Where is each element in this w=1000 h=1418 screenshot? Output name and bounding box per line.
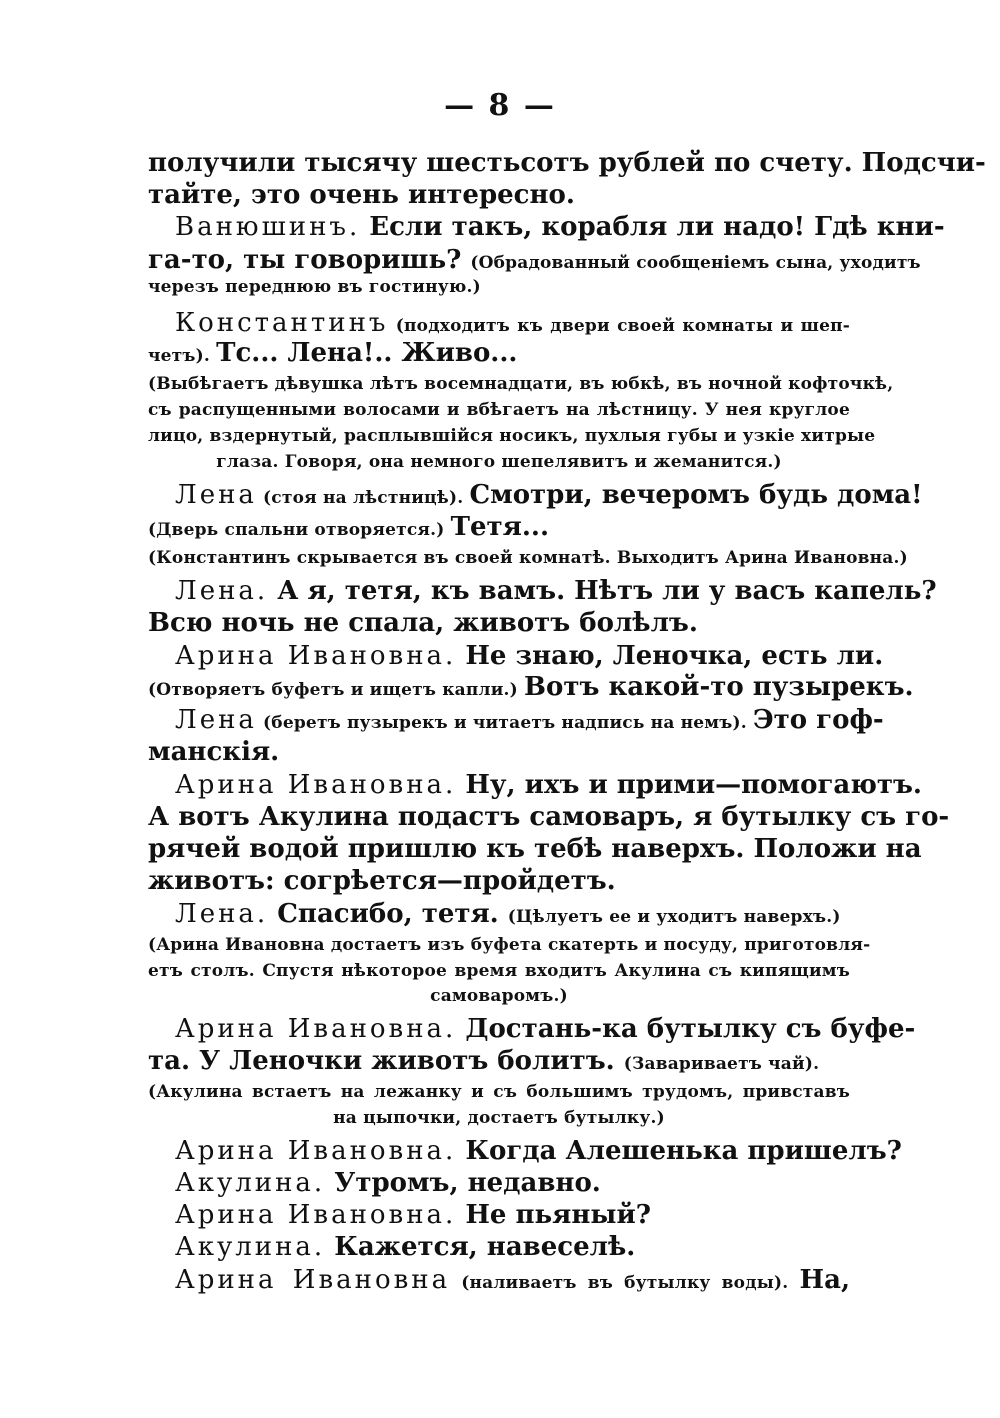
stage-direction [148, 931, 871, 959]
speaker-name: Акулина. [175, 1232, 326, 1262]
stage-note: на цыпочки, достаетъ бутылку.) [333, 1108, 665, 1128]
stage-note: четъ). [148, 346, 217, 366]
text-line [148, 146, 986, 180]
line-text: Кажется, навеселѣ. [325, 1232, 636, 1262]
text-line [148, 606, 850, 640]
text-line [148, 510, 850, 547]
line-text: Ну, ихъ и прими—помогаютъ. [456, 770, 922, 800]
speaker-name: Арина Ивановна. [175, 770, 457, 800]
text-line [148, 178, 850, 212]
line-text: Спасибо, тетя. [268, 899, 508, 929]
stage-note: (Арина Ивановна достаетъ изъ буфета скатерть и посуду, приготовля- [148, 935, 871, 955]
stage-note: (беретъ пузырекъ и читаетъ надпись на немъ). [256, 713, 753, 733]
dialogue-line [175, 1230, 850, 1264]
line-text: получили тысячу шестьсотъ рублей по счету. Подсчи- [148, 148, 986, 178]
stage-note: (Цѣлуетъ ее и уходитъ наверхъ.) [507, 907, 841, 927]
line-text: манскія. [148, 737, 280, 767]
text-line [148, 336, 850, 373]
stage-note: (Акулина встаетъ на лежанку и съ большимъ трудомъ, привставъ [148, 1082, 850, 1102]
stage-direction [148, 957, 850, 985]
line-text: Тетя... [450, 512, 550, 542]
page-number: — 8 — [444, 88, 556, 123]
line-text: Всю ночь не спала, животъ болѣлъ. [148, 608, 698, 638]
dialogue-line [175, 768, 922, 802]
line-text: га-то, ты говоришь? [148, 245, 471, 275]
speaker-name: Арина Ивановна. [175, 1136, 457, 1166]
text-line [148, 1044, 850, 1081]
dialogue-line [175, 1012, 916, 1046]
speaker-name: Лена. [175, 576, 269, 606]
stage-note: (Константинъ скрывается въ своей комнатѣ. Выходитъ Арина Ивановна.) [148, 548, 908, 568]
line-text: Если такъ, корабля ли надо! Гдѣ кни- [360, 212, 945, 242]
dialogue-line [175, 1134, 902, 1168]
text-line [148, 735, 850, 769]
dialogue-line [175, 1198, 850, 1232]
stage-direction [148, 273, 850, 301]
line-text: Это гоф- [753, 705, 884, 735]
stage-direction [148, 1078, 850, 1106]
speaker-name: Константинъ [175, 308, 389, 338]
line-text: Не пьяный? [456, 1200, 652, 1230]
line-text: А вотъ Акулина подастъ самоваръ, я бутылку съ го- [148, 802, 950, 832]
line-text: Вотъ какой-то пузырекъ. [524, 672, 914, 702]
stage-note: (Завариваетъ чай). [623, 1054, 820, 1074]
dialogue-line [175, 574, 937, 608]
line-text: тайте, это очень интересно. [148, 180, 575, 210]
stage-note: (Дверь спальни отворяется.) [148, 520, 451, 540]
text-line [148, 800, 950, 834]
line-text: та. У Леночки животъ болитъ. [148, 1046, 624, 1076]
dialogue-line [175, 210, 945, 244]
stage-note: (стоя на лѣстницѣ). [256, 488, 470, 508]
stage-note: (Выбѣгаетъ дѣвушка лѣтъ восемнадцати, въ юбкѣ, въ ночной кофточкѣ, [148, 374, 894, 394]
stage-note: (Обрадованный сообщенiемъ сына, уходитъ [470, 253, 921, 273]
line-text: Тс... Лена!.. Живо... [216, 338, 518, 368]
line-text: рячей водой пришлю къ тебѣ наверхъ. Положи на [148, 834, 922, 864]
stage-direction [148, 982, 850, 1010]
text-line [148, 832, 922, 866]
speaker-name: Арина Ивановна. [175, 1200, 457, 1230]
stage-direction [148, 544, 908, 572]
stage-direction [148, 1104, 850, 1132]
speaker-name: Арина Ивановна. [175, 1014, 457, 1044]
stage-note: (подходитъ къ двери своей комнаты и шеп- [388, 316, 850, 336]
line-text: Смотри, вечеромъ будь дома! [469, 480, 923, 510]
stage-note: съ распущенными волосами и вбѣгаетъ на лѣстницу. У нея круглое [148, 400, 850, 420]
line-text: Утромъ, недавно. [325, 1168, 601, 1198]
stage-direction [148, 422, 876, 450]
speaker-name: Ванюшинъ. [175, 212, 361, 242]
stage-direction [148, 448, 850, 476]
dialogue-line [175, 1263, 850, 1300]
stage-note: (Отворяетъ буфетъ и ищетъ капли.) [148, 680, 525, 700]
stage-note: самоваромъ.) [430, 986, 568, 1006]
stage-direction [148, 396, 850, 424]
line-text: Не знаю, Леночка, есть ли. [456, 641, 884, 671]
stage-note: глаза. Говоря, она немного шепелявитъ и жеманится.) [216, 452, 782, 472]
speaker-name: Лена [175, 705, 257, 735]
line-text: На, [799, 1265, 850, 1295]
speaker-name: Акулина. [175, 1168, 326, 1198]
speaker-name: Лена [175, 480, 257, 510]
text-line [148, 864, 850, 898]
speaker-name: Арина Ивановна. [175, 641, 457, 671]
text-line [148, 670, 914, 707]
speaker-name: Арина Ивановна [175, 1265, 451, 1295]
dialogue-line [175, 1166, 850, 1200]
line-text: Достань-ка бутылку съ буфе- [456, 1014, 916, 1044]
line-text: Когда Алешенька пришелъ? [456, 1136, 902, 1166]
dialogue-line [175, 639, 884, 673]
stage-note: етъ столъ. Спустя нѣкоторое время входитъ Акулина съ кипящимъ [148, 961, 850, 981]
stage-note: лицо, вздернутый, расплывшійся носикъ, пухлыя губы и узкіе хитрые [148, 426, 876, 446]
dialogue-line [175, 897, 850, 934]
stage-note: черезъ переднюю въ гостиную.) [148, 277, 481, 297]
line-text: животъ: согрѣется—пройдетъ. [148, 866, 616, 896]
line-text: А я, тетя, къ вамъ. Нѣтъ ли у васъ капель? [268, 576, 937, 606]
stage-direction [148, 370, 894, 398]
speaker-name: Лена. [175, 899, 269, 929]
stage-note: (наливаетъ въ бутылку воды). [450, 1273, 800, 1293]
